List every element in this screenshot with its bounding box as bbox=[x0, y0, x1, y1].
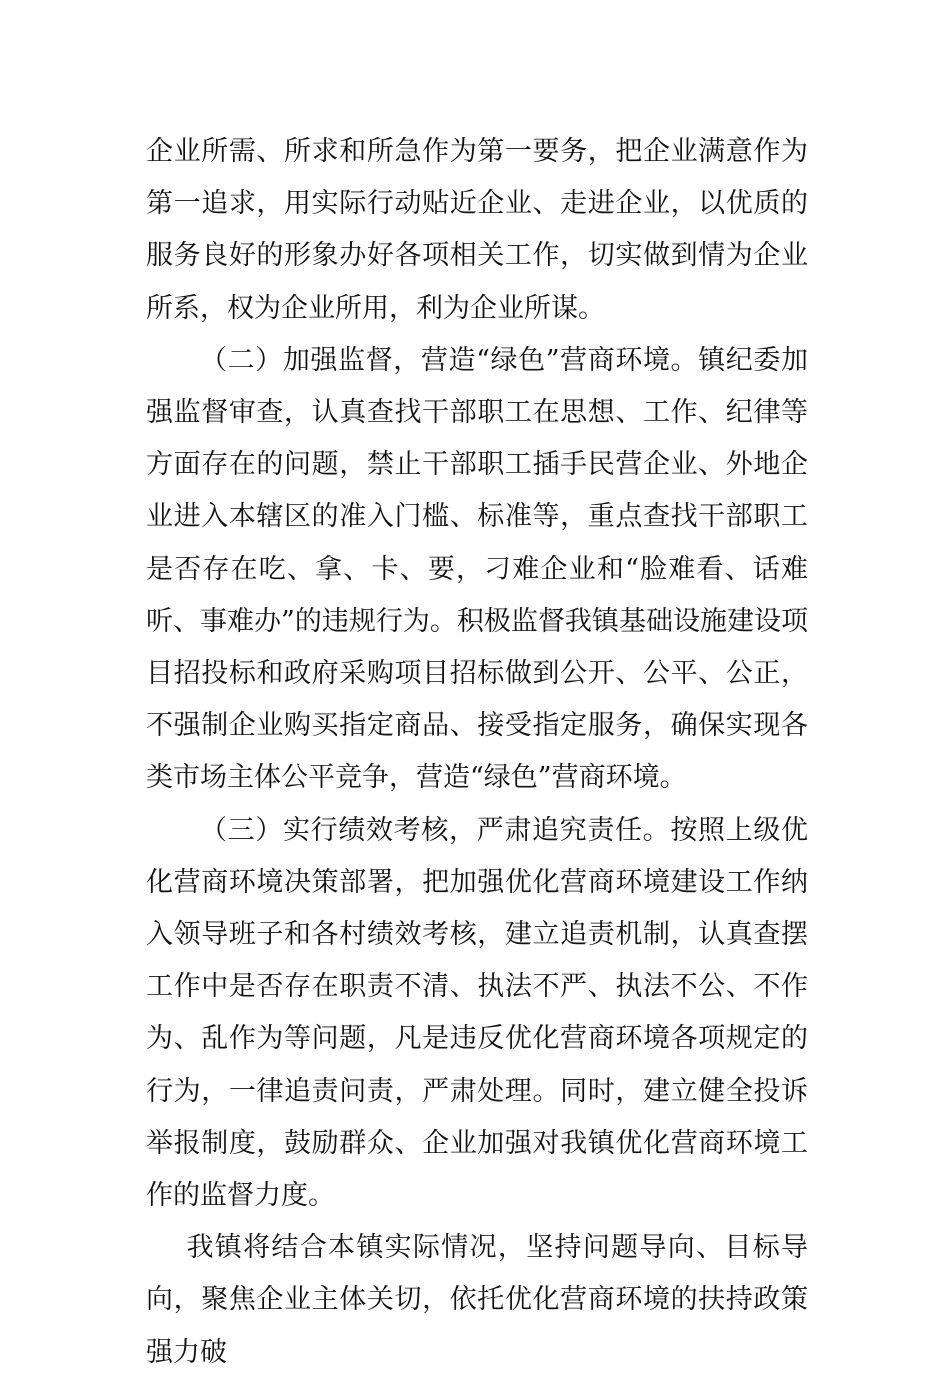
paragraph-conclusion: 我镇将结合本镇实际情况，坚持问题导向、目标导向，聚焦企业主体关切，依托优化营商环境的扶持政策强力破 bbox=[146, 1232, 808, 1368]
paragraph-section-2: （二）加强监督，营造“绿色”营商环境。镇纪委加强监督审查，认真查找干部职工在思想、工作、纪律等方面存在的问题，禁止干部职工插手民营企业、外地企业进入本辖区的准入门槛、标准等，重点查找干部职工是否存在吃、拿、卡、要，刁难企业和“脸难看、话难听、事难办”的违规行为。积极监督我镇基础设施建设项目招投标和政府采购项目招标做到公开、公平、公正，不强制企业购买指定商品、接受指定服务，确保实现各类市场主体公平竞争，营造“绿色”营商环境。 bbox=[146, 344, 808, 794]
paragraph-continuation: 企业所需、所求和所急作为第一要务，把企业满意作为第一追求，用实际行动贴近企业、走进企业，以优质的服务良好的形象办好各项相关工作，切实做到情为企业所系，权为企业所用，利为企业所谋。 bbox=[146, 136, 808, 324]
document-body bbox=[146, 126, 808, 1379]
paragraph-section-3: （三）实行绩效考核，严肃追究责任。按照上级优化营商环境决策部署，把加强优化营商环境建设工作纳入领导班子和各村绩效考核，建立追责机制，认真查摆工作中是否存在职责不清、执法不严、执法不公、不作为、乱作为等问题，凡是违反优化营商环境各项规定的行为，一律追责问责，严肃处理。同时，建立健全投诉举报制度，鼓励群众、企业加强对我镇优化营商环境工作的监督力度。 bbox=[146, 814, 808, 1212]
